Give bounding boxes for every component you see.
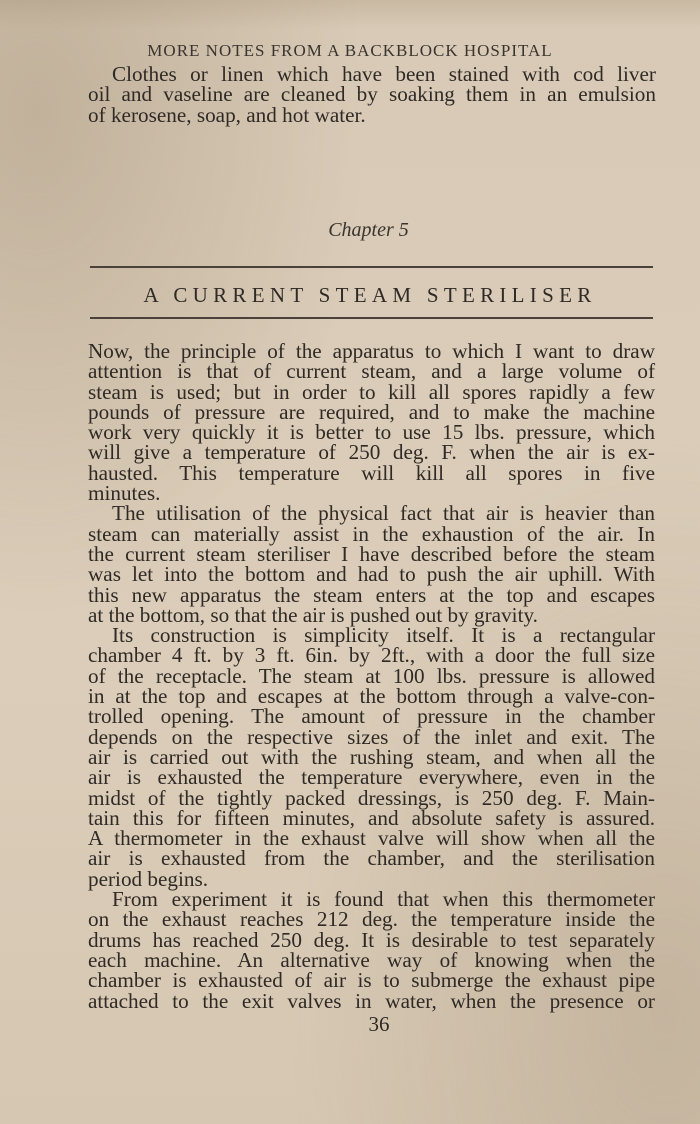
text-line: this new apparatus the steam enters at the top and escapes <box>88 582 655 607</box>
text-line: period begins. <box>88 866 209 891</box>
text-line: midst of the tightly packed dressings, is 250 deg. F. Main- <box>88 785 655 810</box>
text-line: air is carried out with the rushing steam, and when all the <box>88 744 655 769</box>
chapter-title: A CURRENT STEAM STERILISER <box>143 283 597 307</box>
text-line: minutes. <box>88 481 161 506</box>
text-line: chamber 4 ft. by 3 ft. 6in. by 2ft., with a door the full size <box>88 643 655 668</box>
text-line: will give a temperature of 250 deg. F. when the air is ex- <box>88 440 655 465</box>
text-line: Now, the principle of the apparatus to which I want to draw <box>88 339 655 363</box>
text-line: steam can materially assist in the exhaustion of the air. In <box>88 521 655 546</box>
text-line: attached to the exit valves in water, when the presence or <box>88 988 655 1013</box>
text-line: From experiment it is found that when this thermometer <box>112 887 655 912</box>
chapter-rule-top <box>90 266 653 268</box>
text-line: Clothes or linen which have been stained with cod liver <box>112 62 656 86</box>
text-line: attention is that of current steam, and a large volume of <box>88 359 655 384</box>
text-line: of the receptacle. The steam at 100 lbs. pressure is allowed <box>88 663 655 688</box>
running-head: MORE NOTES FROM A BACKBLOCK HOSPITAL <box>147 41 553 60</box>
text-line: depends on the respective sizes of the inlet and exit. The <box>88 724 655 749</box>
text-line: trolled opening. The amount of pressure in the chamber <box>88 704 655 729</box>
top-paragraph <box>88 64 656 125</box>
text-line: hausted. This temperature will kill all spores in five <box>88 460 655 485</box>
text-line: of kerosene, soap, and hot water. <box>88 102 366 127</box>
text-line: air is exhausted the temperature everywhere, even in the <box>88 765 655 790</box>
text-line: The utilisation of the physical fact that air is heavier than <box>112 501 655 526</box>
text-line: steam is used; but in order to kill all spores rapidly a few <box>88 379 655 404</box>
chapter-body <box>88 341 655 1011</box>
page-number: 36 <box>368 1012 390 1036</box>
text-line: chamber is exhausted of air is to submerge the exhaust pipe <box>88 968 655 993</box>
text-line: work very quickly it is better to use 15 lbs. pressure, which <box>88 420 655 445</box>
text-line: was let into the bottom and had to push the air uphill. With <box>88 562 655 587</box>
text-line: drums has reached 250 deg. It is desirable to test separately <box>88 927 655 952</box>
text-line: each machine. An alternative way of knowing when the <box>88 947 655 972</box>
text-line: oil and vaseline are cleaned by soaking them in an emulsion <box>88 82 656 107</box>
text-line: A thermometer in the exhaust valve will show when all the <box>88 826 655 851</box>
text-line: Its construction is simplicity itself. It is a rectangular <box>112 623 655 648</box>
chapter-label: Chapter 5 <box>328 219 409 241</box>
text-line: air is exhausted from the chamber, and the sterilisation <box>88 846 655 871</box>
text-line: on the exhaust reaches 212 deg. the temperature inside the <box>88 907 655 932</box>
text-line: in at the top and escapes at the bottom through a valve-con- <box>88 684 655 709</box>
text-line: at the bottom, so that the air is pushed out by gravity. <box>88 602 538 627</box>
chapter-rule-bottom <box>90 317 653 319</box>
text-line: the current steam steriliser I have described before the steam <box>88 541 655 566</box>
text-line: pounds of pressure are required, and to make the machine <box>88 399 655 424</box>
text-line: tain this for fifteen minutes, and absolute safety is assured. <box>88 805 655 830</box>
